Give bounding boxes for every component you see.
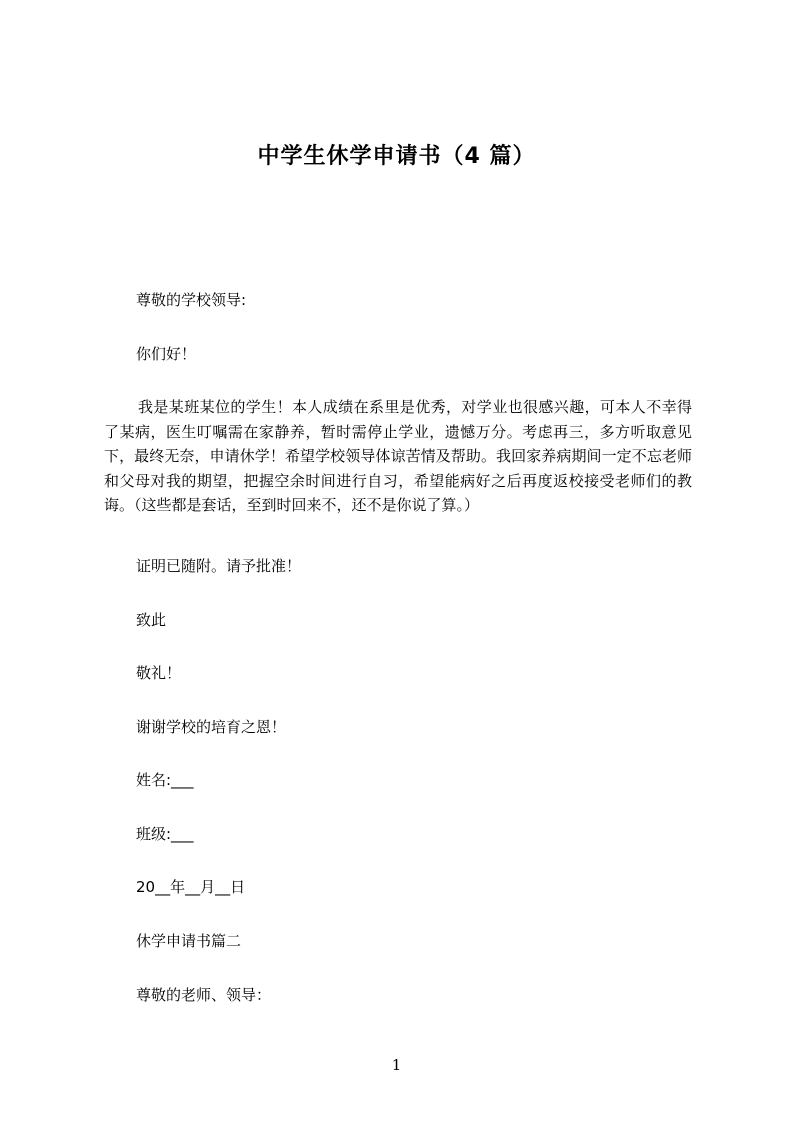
request-line: 证明已随附。请予批准！	[136, 557, 302, 575]
greeting: 你们好！	[136, 345, 197, 363]
body-paragraph: 我是某班某位的学生！本人成绩在系里是优秀，对学业也很感兴趣，可本人不幸得了某病，医生叮嘱需在家静养，暂时需停止学业，遗憾万分。考虑再三，多方听取意见下，最终无奈，申请休学！希望学校领导体谅苦情及帮助。我回家养病期间一定不忘老师和父母对我的期望，把握空余时间进行自习，希望能病好之后再度返校接受老师们的教诲。（这些都是套话，至到时回来不，还不是你说了算。）	[104, 398, 692, 514]
salutation: 尊敬的学校领导:	[136, 291, 247, 309]
thanks-line: 谢谢学校的培育之恩！	[136, 718, 287, 736]
closing-line: 致此	[136, 611, 167, 629]
name-field: 姓名:___	[136, 771, 194, 789]
regards-line: 敬礼！	[136, 664, 182, 682]
section-heading: 休学申请书篇二	[136, 932, 242, 950]
date-field: 20__年__月__日	[136, 878, 246, 896]
document-title: 中学生休学申请书（4 篇）	[257, 144, 536, 169]
class-field: 班级:___	[136, 825, 194, 843]
page-number: 1	[391, 1056, 402, 1074]
salutation-2: 尊敬的老师、领导：	[136, 986, 272, 1004]
